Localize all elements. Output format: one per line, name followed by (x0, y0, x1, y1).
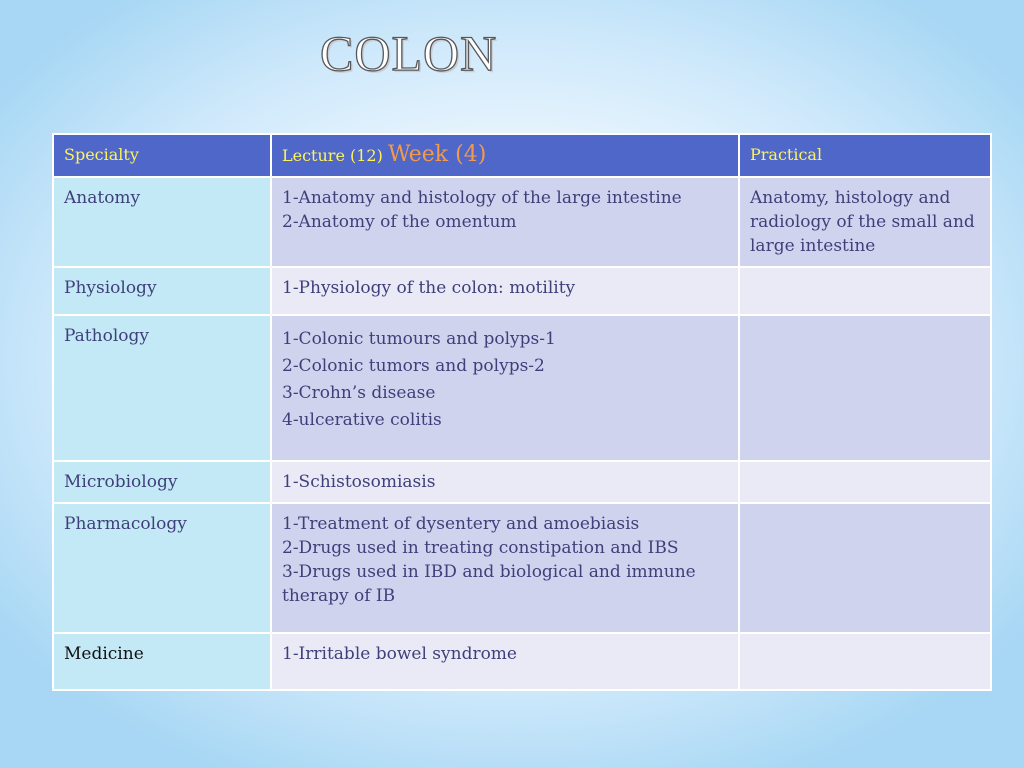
specialty-cell: Anatomy (53, 177, 271, 267)
schedule-table (52, 133, 992, 691)
header-lecture (271, 134, 739, 177)
table-row (53, 177, 991, 267)
practical-cell (739, 461, 991, 503)
header-lecture-count: Lecture (12) (282, 146, 383, 165)
specialty-cell: Microbiology (53, 461, 271, 503)
practical-cell (739, 267, 991, 315)
lecture-item: 1-Treatment of dysentery and amoebiasis (282, 514, 640, 534)
header-week: Week (4) (387, 142, 487, 167)
specialty-cell: Pathology (53, 315, 271, 461)
lecture-item: 2-Colonic tumors and polyps-2 (282, 356, 545, 376)
practical-cell (739, 633, 991, 690)
table-row (53, 503, 991, 633)
lecture-item: 4-ulcerative colitis (282, 410, 442, 430)
lecture-cell (271, 503, 739, 633)
practical-cell (739, 503, 991, 633)
lecture-cell (271, 267, 739, 315)
lecture-item: 1-Anatomy and histology of the large intestine (282, 188, 682, 208)
specialty-cell: Medicine (53, 633, 271, 690)
header-practical: Practical (739, 134, 991, 177)
table-row (53, 267, 991, 315)
header-specialty: Specialty (53, 134, 271, 177)
lecture-item: 3-Drugs used in IBD and biological and immune therapy of IB (282, 562, 696, 606)
practical-cell: Anatomy, histology and radiology of the small and large intestine (739, 177, 991, 267)
lecture-item: 2-Drugs used in treating constipation and IBS (282, 538, 679, 558)
lecture-cell (271, 461, 739, 503)
lecture-cell (271, 633, 739, 690)
lecture-item: 1-Colonic tumours and polyps-1 (282, 329, 556, 349)
lecture-item: 3-Crohn’s disease (282, 383, 436, 403)
table-row (53, 633, 991, 690)
slide-title: COLON (320, 25, 498, 81)
table-row (53, 315, 991, 461)
table-header-row (53, 134, 991, 177)
lecture-cell (271, 315, 739, 461)
lecture-item: 1-Physiology of the colon: motility (282, 278, 576, 298)
lecture-item: 1-Irritable bowel syndrome (282, 644, 517, 664)
lecture-item: 1-Schistosomiasis (282, 472, 436, 492)
table-row (53, 461, 991, 503)
lecture-item: 2-Anatomy of the omentum (282, 212, 517, 232)
practical-cell (739, 315, 991, 461)
lecture-cell (271, 177, 739, 267)
specialty-cell: Pharmacology (53, 503, 271, 633)
specialty-cell: Physiology (53, 267, 271, 315)
